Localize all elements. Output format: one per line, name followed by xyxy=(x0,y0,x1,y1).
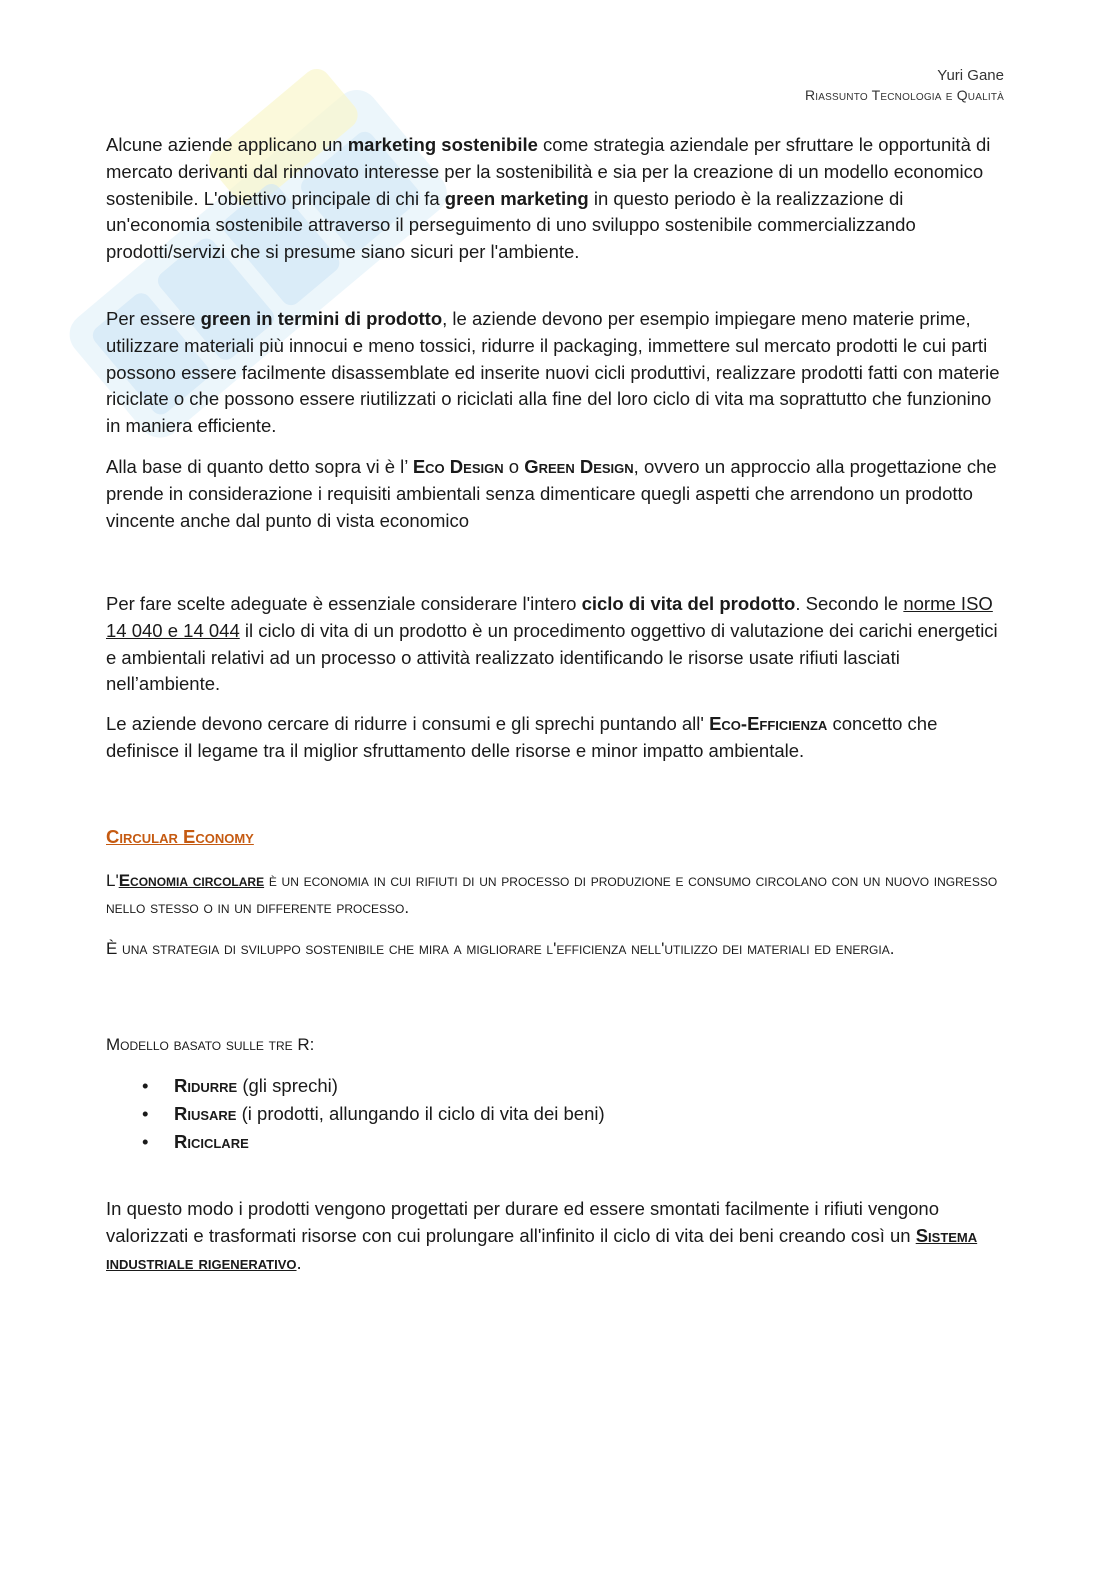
text-span: Alcune aziende applicano un xyxy=(106,134,348,155)
sistema-rigenerativo-term: Sistema industriale rigenerativo xyxy=(106,1224,978,1273)
text-span: in questo periodo è la realizzazione di un'economia sostenibile attraverso il perseguimento di uno sviluppo sostenibile commercializzando prodotti/servizi che si presume siano sicuri per l'ambiente. xyxy=(106,187,916,263)
text-span: Le aziende devono cercare di ridurre i consumi e gli sprechi puntando all' xyxy=(106,713,710,734)
paragraph-strategy xyxy=(106,935,1006,962)
section-heading xyxy=(106,824,1006,851)
paragraph-circular-economy xyxy=(106,867,1006,921)
text-span: è un economia in cui rifiuti di un processo di produzione e consumo circolano con un nuovo ingresso nello stesso o in un differente processo. xyxy=(106,871,998,917)
paragraph-three-r xyxy=(106,1031,1006,1058)
bold-term: green marketing xyxy=(444,187,589,209)
iso-norms-link[interactable]: norme ISO 14 040 e 14 044 xyxy=(106,593,993,641)
text-span: , le aziende devono per esempio impiegare meno materie prime, utilizzare materiali più innocui e meno tossici, ridurre il packaging, immettere sul mercato prodotti le cui parti possono essere facilmente disassemblate ed inserite nuovi cicli produttivi, realizzare prodotti fatti con materie riciclate o che possono essere riutilizzati o riciclati alla fine del loro ciclo di vita ma soprattutto che funzionino in maniera efficiente. xyxy=(106,308,1000,437)
bold-term: green in termini di prodotto xyxy=(200,308,443,329)
bullet-label: Riusare xyxy=(174,1103,237,1124)
text-span: concetto che definisce il legame tra il miglior sfruttamento delle risorse e minor impatto ambientale. xyxy=(106,713,938,761)
smallcaps-term: Eco Design xyxy=(412,456,504,477)
economia-circolare-term: Economia circolare xyxy=(118,871,265,890)
bullet-label: Ridurre xyxy=(174,1075,238,1096)
text-span: Modello basato sulle tre R: xyxy=(106,1035,315,1054)
text-span: o xyxy=(503,456,525,477)
text-span: come strategia aziendale per sfruttare le opportunità di mercato derivanti dal rinnovato interesse per la sostenibilità e sia per la creazione di un modello economico sostenibile. L'obiettivo principale di chi fa xyxy=(106,134,991,209)
bullet-detail: (gli sprechi) xyxy=(237,1075,338,1096)
paragraph-eco-design xyxy=(106,454,1006,534)
text-span: Per essere xyxy=(106,308,201,329)
smallcaps-term: Eco-Efficienza xyxy=(709,713,828,734)
bullet-label: Riciclare xyxy=(174,1131,249,1152)
text-span: L' xyxy=(106,871,119,890)
text-span: . Secondo le xyxy=(795,593,904,614)
list-item xyxy=(106,1072,1006,1100)
text-span: il ciclo di vita di un prodotto è un procedimento oggettivo di valutazione dei carichi energetici e ambientali relativi ad un processo o attività realizzato identificando le risorse usate rifiuti lasciati nell’ambiente. xyxy=(106,619,998,695)
bullet-dot: • xyxy=(142,1103,149,1124)
paragraph-green-product xyxy=(106,306,1006,440)
text-span: In questo modo i prodotti vengono progettati per durare ed essere smontati facilmente i rifiuti vengono valorizzati e trasformati risorse con cui prolungare all'infinito il ciclo di vita dei beni creando così un xyxy=(106,1198,939,1246)
bullet-detail: (i prodotti, allungando il ciclo di vita dei beni) xyxy=(236,1103,605,1124)
header-subtitle: Riassunto Tecnologia e Qualità xyxy=(804,87,1004,103)
text-span: Alla base di quanto detto sopra vi è l’ xyxy=(106,456,413,477)
list-item xyxy=(106,1100,1006,1128)
smallcaps-term: Green Design xyxy=(524,456,634,477)
bullet-dot: • xyxy=(142,1131,149,1152)
header-author: Yuri Gane xyxy=(937,67,1004,84)
list-item xyxy=(106,1128,1006,1156)
bullet-dot: • xyxy=(142,1075,149,1096)
bullet-list xyxy=(106,1072,1006,1156)
text-span: È una strategia di sviluppo sostenibile che mira a migliorare l'efficienza nell'utilizzo dei materiali ed energia. xyxy=(106,939,895,958)
text-span: Per fare scelte adeguate è essenziale considerare l'intero xyxy=(106,593,582,614)
bold-term: ciclo di vita del prodotto xyxy=(581,593,796,614)
paragraph-eco-efficiency xyxy=(106,711,1006,765)
section-title: Circular Economy xyxy=(106,826,254,847)
text-span: , ovvero un approccio alla progettazione che prende in considerazione i requisiti ambientali senza dimenticare quegli aspetti che arrendono un prodotto vincente anche dal punto di vista economico xyxy=(106,456,997,531)
text-span: . xyxy=(296,1251,302,1273)
paragraph-marketing xyxy=(106,132,1006,266)
paragraph-lifecycle xyxy=(106,591,1006,698)
page-header xyxy=(805,66,1004,104)
bold-term: marketing sostenibile xyxy=(347,134,538,155)
paragraph-regenerative xyxy=(106,1196,1006,1276)
